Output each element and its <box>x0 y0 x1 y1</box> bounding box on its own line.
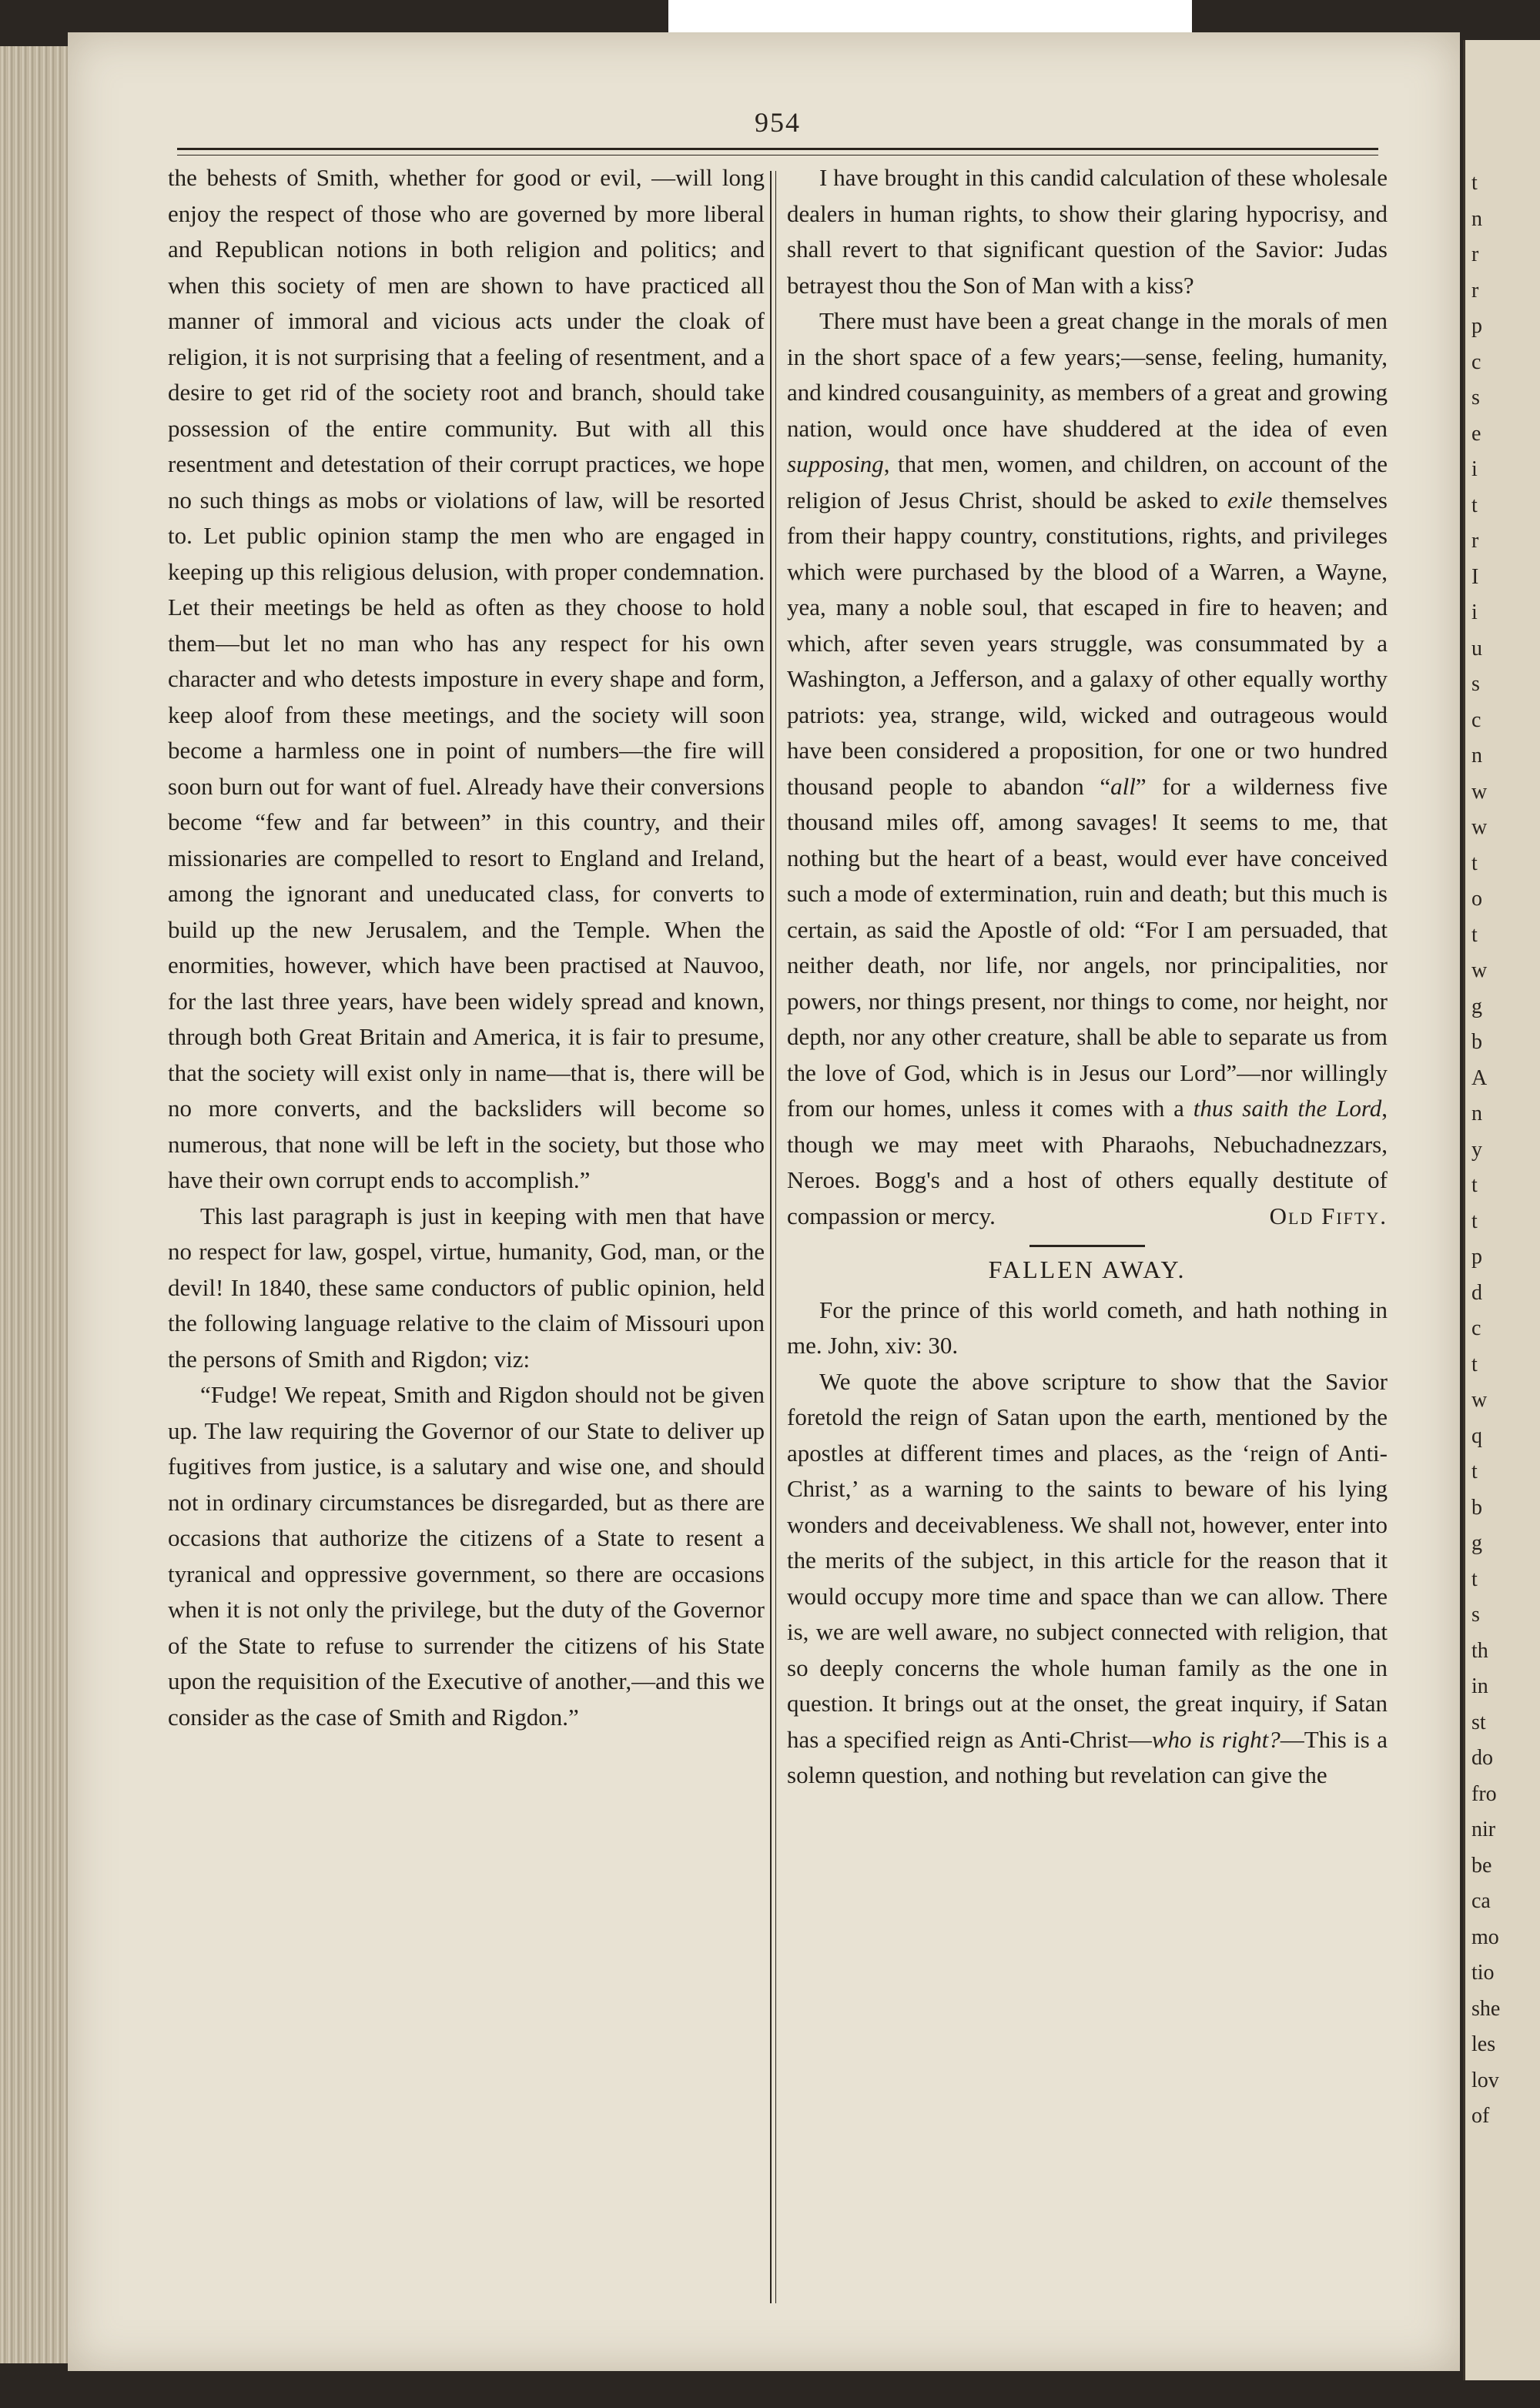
adjacent-page-fragment: tio <box>1471 1961 1495 1985</box>
adjacent-page-fragment: b <box>1471 1030 1482 1054</box>
adjacent-page-fragment: s <box>1471 1603 1480 1627</box>
adjacent-page-fragment: s <box>1471 386 1480 410</box>
adjacent-page-fragment: A <box>1471 1065 1488 1090</box>
adjacent-page-fragment: g <box>1471 1531 1482 1555</box>
left-paragraph-3: “Fudge! We repeat, Smith and Rigdon should not be given up. The law requiring the Governor of our State to deliver up fugitives from justice, is a salutary and wise one, and should not in ordinary circumstances be disregarded, but as there are occasions that authorize the citizens of a State to resent a tyranical and oppressive government, so there are occasions when it is not only the privilege, but the duty of the Governor of the State to refuse to surrender the citizens of his State upon the requisition of the Executive of another,—and this we consider as the case of Smith and Rigdon.” <box>168 1381 765 1731</box>
right-paragraph-3 <box>787 1364 1388 1794</box>
adjacent-page-fragment: mo <box>1471 1925 1499 1949</box>
adjacent-page-fragment: be <box>1471 1853 1492 1878</box>
adjacent-page-fragment: ca <box>1471 1889 1491 1913</box>
left-column <box>168 160 765 1735</box>
adjacent-page-fragment: t <box>1471 922 1478 947</box>
right-paragraph-2 <box>787 303 1388 1234</box>
adjacent-page-fragment: of <box>1471 2104 1490 2128</box>
text-run: ” for a wilderness five thousand miles off, among savages! It seems to me, that nothing but the heart of a beast, would ever have conceived such a mode of extermination, ruin and death; but this much is certain, as said the Apostle of old: “For I am persuaded, that neither death, nor life, nor angels, nor principalities, nor powers, nor things present, nor things to come, nor height, nor depth, nor any other creature, shall be able to separate us from the love of God, which is in Jesus our Lord”—nor willingly from our homes, unless it comes with a <box>787 772 1388 1122</box>
adjacent-page-fragment: w <box>1471 815 1488 839</box>
adjacent-page-fragment: w <box>1471 1388 1488 1412</box>
adjacent-page-fragment: she <box>1471 1996 1501 2021</box>
adjacent-page-fragment: e <box>1471 421 1481 446</box>
adjacent-page-fragment: b <box>1471 1495 1482 1520</box>
adjacent-page-fragment: c <box>1471 1316 1481 1340</box>
adjacent-page-fragment: t <box>1471 1173 1478 1197</box>
adjacent-page-fragment: t <box>1471 1352 1478 1376</box>
adjacent-page-fragment: u <box>1471 636 1482 661</box>
adjacent-page-fragment: I <box>1471 564 1479 589</box>
text-run: themselves from their happy country, constitutions, rights, and privileges which were purchased by the blood of a Warren, a Wayne, yea, many a noble soul, that escaped in fire to heaven; and which, after seven years struggle, was consummated by a Washington, a Jefferson, and a galaxy of other equally worthy patriots: yea, strange, wild, wicked and outrageous would have been considered a proposition, for one or two hundred thousand people to abandon “ <box>787 486 1388 800</box>
adjacent-page-fragment: nir <box>1471 1818 1496 1841</box>
text-run: We quote the above scripture to show that the Savior foretold the reign of Satan upon the earth, mentioned by the apostles at different times and places, as the ‘reign of Anti-Christ,’ as a warning to the saints to beware of his lying wonders and deceivableness. We shall not, however, enter into the merits of the subject, in this article for the reason that it would occupy more time and space than we can allow. There is, we are well aware, no subject connected with religion, that so deeply concerns the whole human family as the one in question. It brings out at the onset, the great inquiry, if Satan has a specified reign as Anti-Christ— <box>787 1367 1388 1753</box>
adjacent-page-fragment: th <box>1471 1638 1488 1663</box>
adjacent-page-fragment: i <box>1471 457 1478 481</box>
adjacent-page-fragment: lov <box>1471 2068 1499 2092</box>
adjacent-page-fragment: i <box>1471 600 1478 624</box>
scan-background-strip <box>668 0 1192 34</box>
adjacent-page-fragment: s <box>1471 672 1480 696</box>
page-number: 954 <box>755 107 801 138</box>
right-paragraph-1: I have brought in this candid calculation of these wholesale dealers in human rights, to show their glaring hypocrisy, and shall revert to that significant question of the Savior: Judas betrayest thou the Son of Man with a kiss? <box>787 164 1388 299</box>
adjacent-page-fragment: t <box>1471 851 1478 875</box>
text-run: —This is a solemn question, and nothing but revelation can give the <box>787 1725 1388 1788</box>
adjacent-page-fragment: in <box>1471 1674 1488 1698</box>
left-paragraph-1: the behests of Smith, whether for good or evil, —will long enjoy the respect of those who are governed by more liberal and Republican notions in both religion and politics; and when this society of men are shown to have practiced all manner of immoral and vicious acts under the cloak of religion, it is not surprising that a feeling of resentment, and a desire to get rid of the society root and branch, should take possession of the entire community. But with all this resentment and detestation of their corrupt practices, we hope no such things as mobs or violations of law, will be resorted to. Let public opinion stamp the men who are engaged in keeping up this religious delusion, with proper condemnation. Let their meetings be held as often as they choose to hold them—but let no man who has any respect for his own character and who detests imposture in every shape and form, keep aloof from these meetings, and the society will soon become a harmless one in point of numbers—the fire will soon burn out for want of fuel. Already have their conversions become “few and far between” in this country, and their missionaries are compelled to resort to England and Ireland, among the ignorant and uneducated class, for converts to build up the new Jerusalem, and the Temple. When the enormities, however, which have been practised at Nauvoo, for the last three years, have been widely spread and known, through both Great Britain and America, it is fair to presume, that the society will exist only in name—that is, there will be no more converts, and the backsliders will become so numerous, that none will be left in the society, but those who have their own corrupt ends to accomplish.” <box>168 164 765 1193</box>
adjacent-page-fragment: les <box>1471 2032 1496 2056</box>
adjacent-page-fragment: n <box>1471 744 1482 768</box>
adjacent-page-fragment: r <box>1471 529 1479 553</box>
italic-supposing: supposing <box>787 450 884 477</box>
section-separator <box>1029 1245 1145 1247</box>
author-signature: Old Fifty. <box>1269 1202 1388 1229</box>
adjacent-page-fragment: r <box>1471 242 1479 266</box>
italic-who-is-right: who is right? <box>1151 1725 1281 1753</box>
adjacent-page-fragment: st <box>1471 1710 1486 1734</box>
adjacent-page-fragment: q <box>1471 1423 1482 1448</box>
italic-thus-saith: thus saith the Lord <box>1193 1095 1382 1122</box>
adjacent-page-fragment: o <box>1471 887 1482 911</box>
adjacent-page-fragment: w <box>1471 958 1488 982</box>
epigraph: For the prince of this world cometh, and hath nothing in me. John, xiv: 30. <box>787 1296 1388 1359</box>
adjacent-page-fragment: t <box>1471 1209 1478 1233</box>
adjacent-page-fragment: t <box>1471 171 1478 195</box>
adjacent-page-fragment: t <box>1471 1460 1478 1483</box>
adjacent-page-fragment: g <box>1471 994 1482 1018</box>
text-run: There must have been a great change in the morals of men in the short space of a few years;—sense, feeling, humanity, and kindred cousanguinity, as members of a great and growing nation, would once have shuddered at the idea of even <box>787 307 1388 442</box>
adjacent-page-fragment: n <box>1471 1102 1482 1125</box>
text-run: , though we may meet with Pharaohs, Nebuchadnezzars, Neroes. Bogg's and a host of others equally destitute of compassion or mercy. <box>787 1095 1388 1229</box>
adjacent-page-edge <box>1463 40 1540 2380</box>
adjacent-page-fragment: do <box>1471 1746 1493 1770</box>
adjacent-page-fragment: n <box>1471 206 1482 231</box>
adjacent-page-fragment: d <box>1471 1280 1482 1305</box>
header-rule <box>177 148 1378 156</box>
adjacent-page-fragment: p <box>1471 1245 1482 1269</box>
column-divider <box>770 171 776 2303</box>
adjacent-page-fragment: y <box>1471 1137 1482 1162</box>
adjacent-page-fragment: fro <box>1471 1781 1497 1806</box>
italic-all: all <box>1110 772 1136 800</box>
left-paragraph-2: This last paragraph is just in keeping with men that have no respect for law, gospel, virtue, humanity, God, man, or the devil! In 1840, these same conductors of public opinion, held the following language relative to the claim of Missouri upon the persons of Smith and Rigdon; viz: <box>168 1202 765 1373</box>
right-column <box>787 160 1388 1794</box>
adjacent-page-fragment: t <box>1471 1567 1478 1591</box>
adjacent-page-fragment: c <box>1471 707 1481 732</box>
adjacent-page-fragment: p <box>1471 314 1482 338</box>
book-page-edges <box>0 46 79 2363</box>
section-title: FALLEN AWAY. <box>988 1256 1187 1283</box>
adjacent-page-fragment: t <box>1471 493 1478 517</box>
text-run: , that men, women, and children, on account of the religion of Jesus Christ, should be asked to <box>787 450 1388 513</box>
adjacent-page-fragment: r <box>1471 278 1479 303</box>
adjacent-page-fragment: c <box>1471 349 1481 374</box>
italic-exile: exile <box>1227 486 1273 513</box>
adjacent-page-fragment: w <box>1471 779 1488 804</box>
